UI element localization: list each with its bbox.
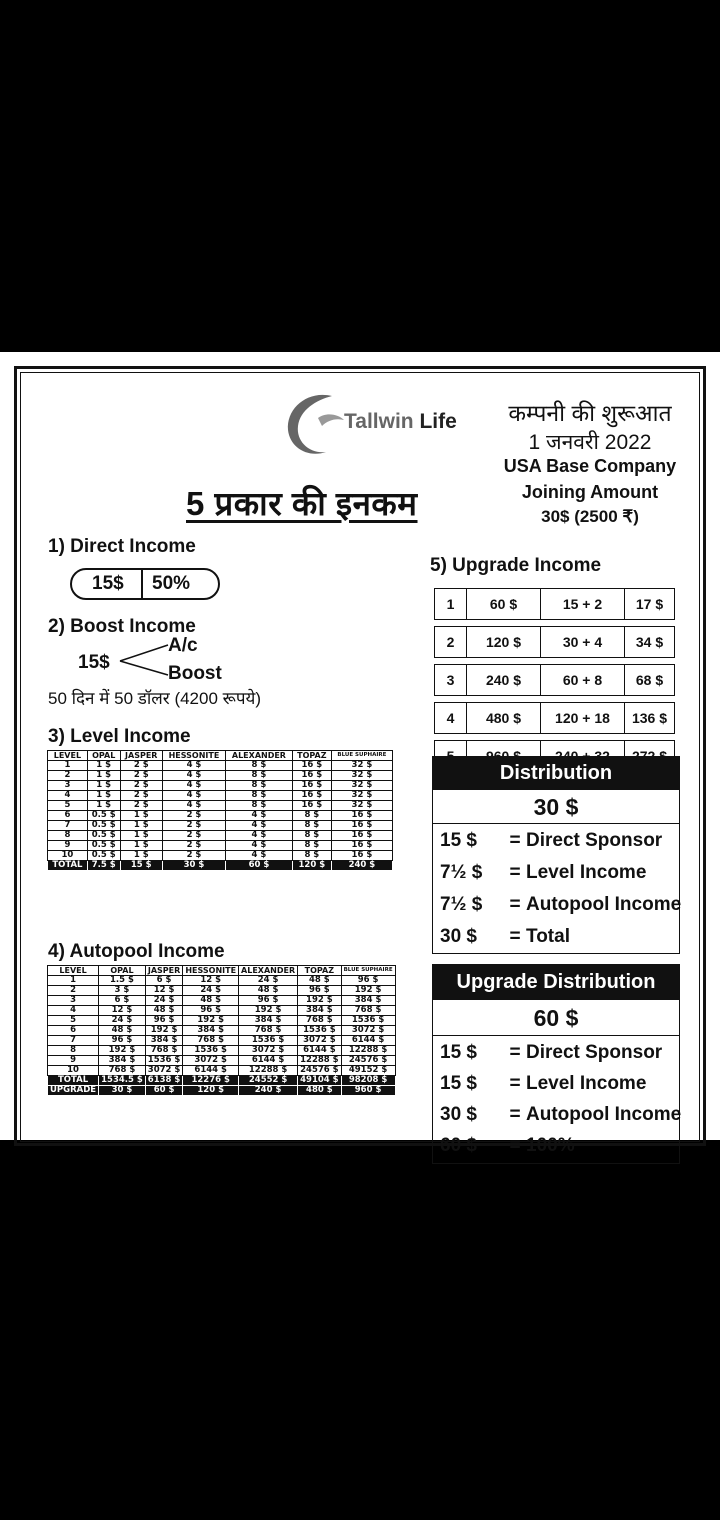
table-cell: 768 $ bbox=[341, 1006, 395, 1016]
table-cell: 4 $ bbox=[226, 841, 293, 851]
table-row bbox=[48, 1026, 396, 1036]
total-cell: 6138 $ bbox=[145, 1076, 183, 1086]
table-cell: 1 bbox=[48, 761, 88, 771]
table-cell: 16 $ bbox=[292, 781, 331, 791]
distribution-row bbox=[440, 894, 681, 916]
table-cell: 768 $ bbox=[99, 1066, 146, 1076]
total-row bbox=[48, 861, 393, 871]
upgrade-table-body bbox=[435, 589, 675, 772]
upgrade-cell: UPGRADE bbox=[48, 1086, 99, 1096]
column-header: BLUE SUPHAIRE bbox=[341, 966, 395, 976]
table-cell: 8 $ bbox=[292, 851, 331, 861]
column-header: OPAL bbox=[99, 966, 146, 976]
table-cell: 4 bbox=[48, 1006, 99, 1016]
table-cell: 2 $ bbox=[162, 851, 225, 861]
table-cell: 0.5 $ bbox=[87, 841, 120, 851]
table-cell: 2 $ bbox=[120, 771, 162, 781]
distribution-row bbox=[440, 1135, 575, 1157]
table-cell: 6144 $ bbox=[341, 1036, 395, 1046]
table-cell: 2 $ bbox=[162, 811, 225, 821]
upgrade-cell: 960 $ bbox=[341, 1086, 395, 1096]
table-cell: 1 $ bbox=[120, 841, 162, 851]
table-cell: 48 $ bbox=[298, 976, 341, 986]
table-cell: 4 bbox=[48, 791, 88, 801]
autopool-table-body bbox=[48, 976, 396, 1096]
total-cell: 30 $ bbox=[162, 861, 225, 871]
column-header: OPAL bbox=[87, 751, 120, 761]
table-cell: 0.5 $ bbox=[87, 831, 120, 841]
upgrade-cell: 1 bbox=[435, 589, 467, 620]
table-cell: 4 $ bbox=[226, 821, 293, 831]
upgrade-distribution-total: 60 $ bbox=[432, 1000, 680, 1036]
distribution-equals: = bbox=[509, 1104, 521, 1125]
distribution-amount: 7½ $ bbox=[440, 862, 483, 883]
distribution-amount: 30 $ bbox=[440, 926, 477, 947]
level-income-table bbox=[47, 750, 393, 871]
table-cell: 96 $ bbox=[341, 976, 395, 986]
table-cell: 32 $ bbox=[331, 791, 392, 801]
upgrade-row-spacer bbox=[435, 658, 675, 665]
distribution-amount: 7½ $ bbox=[440, 894, 483, 915]
table-cell: 4 $ bbox=[162, 761, 225, 771]
table-cell: 12 $ bbox=[183, 976, 239, 986]
table-cell: 8 bbox=[48, 831, 88, 841]
table-cell: 32 $ bbox=[331, 761, 392, 771]
table-cell: 384 $ bbox=[298, 1006, 341, 1016]
table-cell: 192 $ bbox=[99, 1046, 146, 1056]
table-cell: 5 bbox=[48, 1016, 99, 1026]
distribution-label: Autopool Income bbox=[526, 894, 682, 915]
table-row bbox=[48, 1036, 396, 1046]
table-cell: 1 $ bbox=[120, 831, 162, 841]
table-cell: 3072 $ bbox=[298, 1036, 341, 1046]
spacer bbox=[435, 620, 675, 627]
table-cell: 8 $ bbox=[226, 761, 293, 771]
table-cell: 24 $ bbox=[99, 1016, 146, 1026]
total-cell: 98208 $ bbox=[341, 1076, 395, 1086]
spacer bbox=[435, 696, 675, 703]
table-row bbox=[48, 791, 393, 801]
table-cell: 96 $ bbox=[99, 1036, 146, 1046]
table-cell: 5 bbox=[48, 801, 88, 811]
table-cell: 8 $ bbox=[292, 821, 331, 831]
distribution-equals: = bbox=[509, 926, 521, 947]
table-cell: 16 $ bbox=[292, 771, 331, 781]
upgrade-cell: 120 + 18 bbox=[541, 703, 625, 734]
table-cell: 8 $ bbox=[226, 771, 293, 781]
table-cell: 16 $ bbox=[292, 791, 331, 801]
column-header: BLUE SUPHAIRE bbox=[331, 751, 392, 761]
column-header: LEVEL bbox=[48, 751, 88, 761]
distribution-equals: = bbox=[509, 862, 521, 883]
distribution-row bbox=[440, 1104, 681, 1126]
direct-income-amount: 15$ bbox=[92, 573, 124, 594]
table-cell: 1 $ bbox=[87, 791, 120, 801]
table-cell: 6 $ bbox=[145, 976, 183, 986]
autopool-income-table bbox=[47, 965, 396, 1096]
table-row bbox=[48, 1056, 396, 1066]
total-cell: TOTAL bbox=[48, 861, 88, 871]
table-cell: 12 $ bbox=[145, 986, 183, 996]
upgrade-cell: 15 + 2 bbox=[541, 589, 625, 620]
table-cell: 1 $ bbox=[87, 781, 120, 791]
table-row bbox=[48, 1006, 396, 1016]
table-cell: 49152 $ bbox=[341, 1066, 395, 1076]
upgrade-cell: 120 $ bbox=[183, 1086, 239, 1096]
table-cell: 3 $ bbox=[99, 986, 146, 996]
table-row bbox=[48, 1046, 396, 1056]
direct-income-heading: 1) Direct Income bbox=[48, 536, 196, 557]
distribution-amount: 30 $ bbox=[440, 1104, 477, 1125]
table-cell: 384 $ bbox=[145, 1036, 183, 1046]
table-cell: 8 $ bbox=[292, 811, 331, 821]
table-cell: 24576 $ bbox=[298, 1066, 341, 1076]
distribution-label: Direct Sponsor bbox=[526, 830, 663, 851]
upgrade-cell: 68 $ bbox=[625, 665, 675, 696]
table-cell: 1536 $ bbox=[239, 1036, 298, 1046]
table-cell: 4 $ bbox=[226, 851, 293, 861]
table-cell: 2 $ bbox=[120, 781, 162, 791]
total-cell: 15 $ bbox=[120, 861, 162, 871]
column-header: LEVEL bbox=[48, 966, 99, 976]
distribution-equals: = bbox=[509, 1135, 521, 1156]
distribution-amount: 15 $ bbox=[440, 830, 477, 851]
upgrade-row bbox=[435, 665, 675, 696]
autopool-table-header bbox=[48, 966, 396, 976]
total-cell: 1534.5 $ bbox=[99, 1076, 146, 1086]
distribution-row bbox=[440, 1042, 662, 1064]
table-cell: 16 $ bbox=[331, 811, 392, 821]
table-cell: 2 $ bbox=[162, 841, 225, 851]
boost-branch-account: A/c bbox=[168, 635, 198, 656]
upgrade-cell: 60 + 8 bbox=[541, 665, 625, 696]
boost-split-arrow-icon bbox=[118, 640, 173, 680]
table-cell: 7 bbox=[48, 1036, 99, 1046]
autopool-income-heading: 4) Autopool Income bbox=[48, 941, 225, 962]
table-cell: 6144 $ bbox=[183, 1066, 239, 1076]
table-row bbox=[48, 811, 393, 821]
table-row bbox=[48, 1016, 396, 1026]
company-start-date: 1 जनवरी 2022 bbox=[528, 431, 652, 454]
upgrade-cell: 34 $ bbox=[625, 627, 675, 658]
table-cell: 0.5 $ bbox=[87, 811, 120, 821]
table-cell: 16 $ bbox=[331, 831, 392, 841]
tallwin-swirl-logo bbox=[280, 388, 352, 460]
total-cell: 240 $ bbox=[331, 861, 392, 871]
upgrade-cell: 480 $ bbox=[298, 1086, 341, 1096]
table-cell: 384 $ bbox=[183, 1026, 239, 1036]
brand-name bbox=[344, 410, 457, 434]
total-cell: 49104 $ bbox=[298, 1076, 341, 1086]
distribution-amount: 15 $ bbox=[440, 1073, 477, 1094]
brand-name-main: Tallwin bbox=[344, 410, 414, 433]
table-cell: 4 $ bbox=[162, 791, 225, 801]
table-cell: 768 $ bbox=[183, 1036, 239, 1046]
table-cell: 6144 $ bbox=[239, 1056, 298, 1066]
upgrade-row-spacer bbox=[435, 696, 675, 703]
table-cell: 16 $ bbox=[331, 841, 392, 851]
table-cell: 2 $ bbox=[162, 831, 225, 841]
table-cell: 3072 $ bbox=[183, 1056, 239, 1066]
upgrade-cell: 30 + 4 bbox=[541, 627, 625, 658]
table-cell: 2 bbox=[48, 771, 88, 781]
table-row bbox=[48, 841, 393, 851]
table-cell: 48 $ bbox=[239, 986, 298, 996]
upgrade-cell: 60 $ bbox=[467, 589, 541, 620]
table-cell: 3072 $ bbox=[239, 1046, 298, 1056]
table-cell: 16 $ bbox=[331, 821, 392, 831]
upgrade-cell: 240 $ bbox=[239, 1086, 298, 1096]
table-cell: 48 $ bbox=[183, 996, 239, 1006]
table-cell: 1.5 $ bbox=[99, 976, 146, 986]
table-cell: 7 bbox=[48, 821, 88, 831]
distribution-equals: = bbox=[509, 894, 521, 915]
table-row bbox=[48, 821, 393, 831]
distribution-total: 30 $ bbox=[432, 790, 680, 824]
table-cell: 12288 $ bbox=[298, 1056, 341, 1066]
table-cell: 1 bbox=[48, 976, 99, 986]
upgrade-row-spacer bbox=[435, 620, 675, 627]
table-cell: 2 $ bbox=[162, 821, 225, 831]
table-cell: 12288 $ bbox=[239, 1066, 298, 1076]
table-row bbox=[48, 801, 393, 811]
table-cell: 6 bbox=[48, 1026, 99, 1036]
table-cell: 2 $ bbox=[120, 791, 162, 801]
table-cell: 8 $ bbox=[226, 801, 293, 811]
upgrade-cell: 4 bbox=[435, 703, 467, 734]
table-cell: 12 $ bbox=[99, 1006, 146, 1016]
table-cell: 4 $ bbox=[162, 771, 225, 781]
table-cell: 6 $ bbox=[99, 996, 146, 1006]
table-cell: 16 $ bbox=[292, 801, 331, 811]
table-cell: 3072 $ bbox=[341, 1026, 395, 1036]
column-header: JASPER bbox=[145, 966, 183, 976]
distribution-equals: = bbox=[509, 830, 521, 851]
total-cell: TOTAL bbox=[48, 1076, 99, 1086]
table-cell: 1 $ bbox=[87, 771, 120, 781]
table-cell: 32 $ bbox=[331, 801, 392, 811]
table-row bbox=[48, 771, 393, 781]
table-cell: 1536 $ bbox=[145, 1056, 183, 1066]
table-cell: 2 $ bbox=[120, 761, 162, 771]
column-header: HESSONITE bbox=[183, 966, 239, 976]
table-cell: 24576 $ bbox=[341, 1056, 395, 1066]
distribution-label: Level Income bbox=[526, 1073, 647, 1094]
spacer bbox=[435, 734, 675, 741]
total-cell: 24552 $ bbox=[239, 1076, 298, 1086]
table-cell: 10 bbox=[48, 1066, 99, 1076]
level-table-header bbox=[48, 751, 393, 761]
table-cell: 16 $ bbox=[331, 851, 392, 861]
joining-amount-value: 30$ (2500 ₹) bbox=[541, 507, 639, 526]
table-cell: 10 bbox=[48, 851, 88, 861]
distribution-row bbox=[440, 830, 662, 852]
distribution-label: Total bbox=[526, 926, 570, 947]
upgrade-row bbox=[435, 703, 675, 734]
table-cell: 96 $ bbox=[145, 1016, 183, 1026]
table-cell: 192 $ bbox=[145, 1026, 183, 1036]
table-cell: 24 $ bbox=[183, 986, 239, 996]
table-cell: 1 $ bbox=[120, 811, 162, 821]
table-cell: 768 $ bbox=[239, 1026, 298, 1036]
column-header: TOPAZ bbox=[298, 966, 341, 976]
distribution-amount: 15 $ bbox=[440, 1042, 477, 1063]
table-cell: 1 $ bbox=[87, 761, 120, 771]
company-start-label: कम्पनी की शुरूआत bbox=[508, 400, 672, 426]
table-cell: 4 $ bbox=[162, 801, 225, 811]
column-header: JASPER bbox=[120, 751, 162, 761]
upgrade-cell: 480 $ bbox=[467, 703, 541, 734]
table-cell: 2 bbox=[48, 986, 99, 996]
table-cell: 8 bbox=[48, 1046, 99, 1056]
table-cell: 0.5 $ bbox=[87, 821, 120, 831]
table-cell: 384 $ bbox=[239, 1016, 298, 1026]
table-cell: 96 $ bbox=[239, 996, 298, 1006]
level-income-heading: 3) Level Income bbox=[48, 726, 191, 747]
column-header: ALEXANDER bbox=[239, 966, 298, 976]
table-cell: 48 $ bbox=[145, 1006, 183, 1016]
distribution-label: Direct Sponsor bbox=[526, 1042, 663, 1063]
direct-income-percent: 50% bbox=[152, 573, 191, 594]
table-cell: 1 $ bbox=[120, 821, 162, 831]
boost-income-heading: 2) Boost Income bbox=[48, 616, 196, 637]
table-cell: 192 $ bbox=[239, 1006, 298, 1016]
column-header: TOPAZ bbox=[292, 751, 331, 761]
boost-income-amount: 15$ bbox=[78, 652, 110, 673]
table-cell: 9 bbox=[48, 1056, 99, 1066]
column-header: ALEXANDER bbox=[226, 751, 293, 761]
table-cell: 1 $ bbox=[120, 851, 162, 861]
spacer bbox=[435, 658, 675, 665]
distribution-heading: Distribution bbox=[432, 756, 680, 790]
table-cell: 3072 $ bbox=[145, 1066, 183, 1076]
table-cell: 3 bbox=[48, 781, 88, 791]
distribution-label: Level Income bbox=[526, 862, 647, 883]
table-cell: 24 $ bbox=[145, 996, 183, 1006]
table-cell: 16 $ bbox=[292, 761, 331, 771]
distribution-row bbox=[440, 926, 570, 948]
distribution-equals: = bbox=[509, 1042, 521, 1063]
distribution-label: Autopool Income bbox=[526, 1104, 682, 1125]
table-cell: 9 bbox=[48, 841, 88, 851]
table-cell: 3 bbox=[48, 996, 99, 1006]
table-cell: 8 $ bbox=[226, 791, 293, 801]
table-cell: 48 $ bbox=[99, 1026, 146, 1036]
table-cell: 4 $ bbox=[162, 781, 225, 791]
table-cell: 96 $ bbox=[183, 1006, 239, 1016]
table-cell: 0.5 $ bbox=[87, 851, 120, 861]
table-cell: 1536 $ bbox=[341, 1016, 395, 1026]
table-cell: 4 $ bbox=[226, 811, 293, 821]
table-row bbox=[48, 996, 396, 1006]
joining-amount-label: Joining Amount bbox=[521, 482, 659, 502]
table-cell: 6 bbox=[48, 811, 88, 821]
distribution-label: 100% bbox=[526, 1135, 575, 1156]
table-cell: 24 $ bbox=[239, 976, 298, 986]
distribution-row bbox=[440, 1073, 646, 1095]
table-row bbox=[48, 831, 393, 841]
level-table-body bbox=[48, 761, 393, 871]
upgrade-cell: 17 $ bbox=[625, 589, 675, 620]
upgrade-cell: 60 $ bbox=[145, 1086, 183, 1096]
total-cell: 12276 $ bbox=[183, 1076, 239, 1086]
table-cell: 6144 $ bbox=[298, 1046, 341, 1056]
page-title: 5 प्रकार की इनकम bbox=[186, 485, 418, 522]
upgrade-row-spacer bbox=[435, 734, 675, 741]
brand-name-suffix: Life bbox=[419, 410, 457, 433]
upgrade-distribution-heading: Upgrade Distribution bbox=[432, 964, 680, 1000]
table-cell: 8 $ bbox=[292, 841, 331, 851]
table-cell: 32 $ bbox=[331, 781, 392, 791]
table-cell: 4 $ bbox=[226, 831, 293, 841]
distribution-equals: = bbox=[509, 1073, 521, 1094]
table-cell: 1 $ bbox=[87, 801, 120, 811]
upgrade-cell: 2 bbox=[435, 627, 467, 658]
upgrade-row bbox=[48, 1086, 396, 1096]
upgrade-cell: 240 $ bbox=[467, 665, 541, 696]
upgrade-cell: 120 $ bbox=[467, 627, 541, 658]
table-row bbox=[48, 851, 393, 861]
total-cell: 120 $ bbox=[292, 861, 331, 871]
company-base: USA Base Company bbox=[503, 456, 677, 476]
table-row bbox=[48, 1066, 396, 1076]
table-cell: 192 $ bbox=[183, 1016, 239, 1026]
total-cell: 7.5 $ bbox=[87, 861, 120, 871]
pill-divider bbox=[141, 568, 143, 600]
upgrade-row bbox=[435, 627, 675, 658]
table-cell: 96 $ bbox=[298, 986, 341, 996]
total-row bbox=[48, 1076, 396, 1086]
upgrade-row bbox=[435, 589, 675, 620]
table-row bbox=[48, 976, 396, 986]
table-cell: 192 $ bbox=[298, 996, 341, 1006]
table-cell: 192 $ bbox=[341, 986, 395, 996]
table-row bbox=[48, 781, 393, 791]
distribution-amount: 60 $ bbox=[440, 1135, 477, 1156]
table-cell: 8 $ bbox=[292, 831, 331, 841]
upgrade-cell: 30 $ bbox=[99, 1086, 146, 1096]
upgrade-income-table bbox=[434, 588, 675, 772]
table-cell: 12288 $ bbox=[341, 1046, 395, 1056]
column-header: HESSONITE bbox=[162, 751, 225, 761]
income-flyer bbox=[0, 352, 720, 1156]
upgrade-cell: 3 bbox=[435, 665, 467, 696]
table-cell: 384 $ bbox=[341, 996, 395, 1006]
boost-branch-boost: Boost bbox=[168, 663, 222, 684]
table-cell: 384 $ bbox=[99, 1056, 146, 1066]
total-cell: 60 $ bbox=[226, 861, 293, 871]
table-cell: 768 $ bbox=[145, 1046, 183, 1056]
table-row bbox=[48, 761, 393, 771]
table-row bbox=[48, 986, 396, 996]
upgrade-cell: 136 $ bbox=[625, 703, 675, 734]
boost-income-note: 50 दिन में 50 डॉलर (4200 रूपये) bbox=[48, 689, 262, 708]
table-cell: 2 $ bbox=[120, 801, 162, 811]
table-cell: 8 $ bbox=[226, 781, 293, 791]
upgrade-income-heading: 5) Upgrade Income bbox=[430, 555, 602, 576]
table-cell: 1536 $ bbox=[183, 1046, 239, 1056]
table-cell: 768 $ bbox=[298, 1016, 341, 1026]
distribution-row bbox=[440, 862, 646, 884]
table-cell: 32 $ bbox=[331, 771, 392, 781]
table-cell: 1536 $ bbox=[298, 1026, 341, 1036]
